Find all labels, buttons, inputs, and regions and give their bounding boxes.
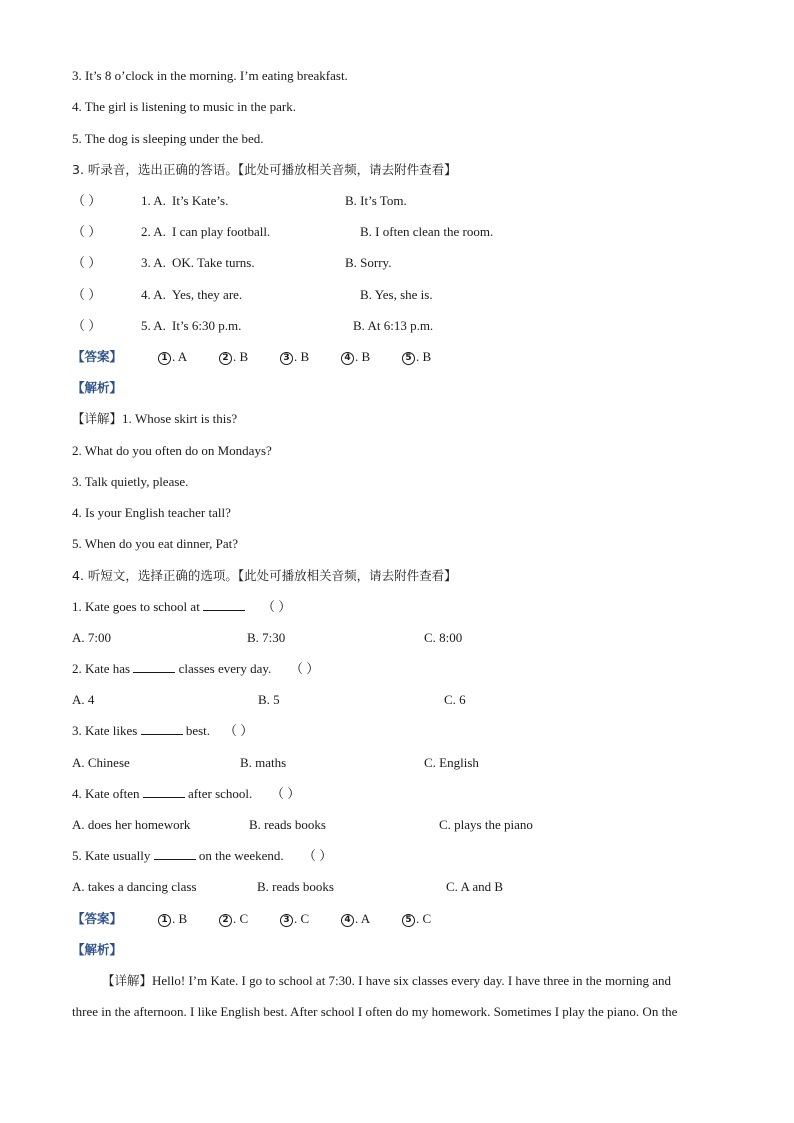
answer-paren: （ ） xyxy=(303,848,333,863)
option-a: OK. Take turns. xyxy=(172,255,255,270)
sec4-detail-line-1 xyxy=(102,973,671,989)
circled-number: 4 xyxy=(341,914,354,927)
question-pre: 4. Kate often xyxy=(72,786,140,801)
option-a: A. does her homework xyxy=(72,817,191,832)
option-b: B. Sorry. xyxy=(345,255,392,270)
option-b: B. 7:30 xyxy=(247,630,286,645)
answer-value: . C xyxy=(416,911,432,926)
answer-paren: （ ） xyxy=(72,287,102,302)
item-number: 5. A. xyxy=(141,318,166,333)
sec3-heading: 3. 听录音，选出正确的答语。【此处可播放相关音频，请去附件查看】 xyxy=(72,162,457,177)
option-c: C. English xyxy=(424,755,479,770)
question-text xyxy=(72,723,210,739)
answer-5 xyxy=(402,911,431,927)
answer-blank xyxy=(141,723,183,735)
option-a: A. takes a dancing class xyxy=(72,879,197,894)
option-a: I can play football. xyxy=(172,224,271,239)
circled-number: 1 xyxy=(158,352,171,365)
answer-value: . A xyxy=(172,349,188,364)
question-post: on the weekend. xyxy=(198,848,284,863)
answer-value: . B xyxy=(294,349,310,364)
sec2-line-3: 3. It’s 8 o’clock in the morning. I’m eating breakfast. xyxy=(72,68,348,83)
detail-text: Hello! I’m Kate. I go to school at 7:30. I have six classes every day. I have three in the morning and xyxy=(152,973,672,988)
option-b: B. Yes, she is. xyxy=(360,287,433,302)
analysis-label: 【解析】 xyxy=(72,380,123,395)
question-pre: 3. Kate likes xyxy=(72,723,138,738)
option-a: Yes, they are. xyxy=(172,287,243,302)
question-post: best. xyxy=(185,723,211,738)
option-b: B. reads books xyxy=(257,879,334,894)
option-c: C. plays the piano xyxy=(439,817,533,832)
option-c: C. 6 xyxy=(444,692,466,707)
sec2-line-5: 5. The dog is sleeping under the bed. xyxy=(72,131,264,146)
option-a: It’s 6:30 p.m. xyxy=(172,318,242,333)
item-number: 3. A. xyxy=(141,255,166,270)
question-pre: 5. Kate usually xyxy=(72,848,151,863)
option-b: B. 5 xyxy=(258,692,280,707)
question-post: after school. xyxy=(188,786,253,801)
sec3-detail-5: 5. When do you eat dinner, Pat? xyxy=(72,536,239,551)
circled-number: 3 xyxy=(280,352,293,365)
option-a: A. 7:00 xyxy=(72,630,111,645)
circled-number: 2 xyxy=(219,914,232,927)
option-b: B. maths xyxy=(240,755,287,770)
option-a: A. 4 xyxy=(72,692,95,707)
question-text xyxy=(72,599,245,615)
item-number: 4. A. xyxy=(141,287,166,302)
question-pre: 1. Kate goes to school at xyxy=(72,599,200,614)
detail-label: 【详解】 xyxy=(102,973,153,988)
answer-2 xyxy=(219,911,248,927)
sec3-detail-3: 3. Talk quietly, please. xyxy=(72,474,189,489)
answer-paren: （ ） xyxy=(262,599,292,614)
question-text xyxy=(72,786,252,802)
item-number: 2. A. xyxy=(141,224,166,239)
answer-paren: （ ） xyxy=(224,723,254,738)
sec2-line-4: 4. The girl is listening to music in the park. xyxy=(72,99,296,114)
option-b: B. reads books xyxy=(249,817,326,832)
answer-value: . C xyxy=(294,911,310,926)
answer-paren: （ ） xyxy=(290,661,320,676)
option-b: B. I often clean the room. xyxy=(360,224,494,239)
question-pre: 2. Kate has xyxy=(72,661,131,676)
detail-text: 1. Whose skirt is this? xyxy=(122,411,238,426)
answer-blank xyxy=(133,661,175,673)
answer-blank xyxy=(203,599,245,611)
answer-value: . B xyxy=(172,911,188,926)
option-c: C. 8:00 xyxy=(424,630,463,645)
circled-number: 5 xyxy=(402,352,415,365)
question-text xyxy=(72,848,284,864)
answer-paren: （ ） xyxy=(72,193,102,208)
question-text xyxy=(72,661,271,677)
option-b: B. It’s Tom. xyxy=(345,193,407,208)
answer-2 xyxy=(219,349,248,365)
answer-value: . B xyxy=(416,349,432,364)
answer-1 xyxy=(158,349,187,365)
answer-paren: （ ） xyxy=(271,786,301,801)
answer-blank xyxy=(154,848,196,860)
circled-number: 2 xyxy=(219,352,232,365)
option-c: C. A and B xyxy=(446,879,504,894)
answer-3 xyxy=(280,349,309,365)
sec3-detail-4: 4. Is your English teacher tall? xyxy=(72,505,231,520)
option-a: A. Chinese xyxy=(72,755,130,770)
answer-4 xyxy=(341,349,370,365)
answer-label: 【答案】 xyxy=(72,349,123,364)
answer-paren: （ ） xyxy=(72,224,102,239)
question-post: classes every day. xyxy=(178,661,272,676)
item-number: 1. A. xyxy=(141,193,166,208)
analysis-label: 【解析】 xyxy=(72,942,123,957)
answer-paren: （ ） xyxy=(72,255,102,270)
sec4-heading: 4. 听短文，选择正确的选项。【此处可播放相关音频，请去附件查看】 xyxy=(72,568,457,583)
circled-number: 1 xyxy=(158,914,171,927)
answer-5 xyxy=(402,349,431,365)
answer-3 xyxy=(280,911,309,927)
answer-paren: （ ） xyxy=(72,318,102,333)
answer-label: 【答案】 xyxy=(72,911,123,926)
circled-number: 3 xyxy=(280,914,293,927)
answer-value: . B xyxy=(233,349,249,364)
answer-4 xyxy=(341,911,370,927)
sec3-detail-2: 2. What do you often do on Mondays? xyxy=(72,443,272,458)
sec4-detail-line-2: three in the afternoon. I like English best. After school I often do my homework. Sometimes I play the piano. On the xyxy=(72,1004,678,1019)
answer-value: . A xyxy=(355,911,371,926)
sec3-detail-1 xyxy=(72,411,237,427)
circled-number: 5 xyxy=(402,914,415,927)
option-b: B. At 6:13 p.m. xyxy=(353,318,434,333)
circled-number: 4 xyxy=(341,352,354,365)
option-a: It’s Kate’s. xyxy=(172,193,229,208)
answer-value: . B xyxy=(355,349,371,364)
answer-blank xyxy=(143,786,185,798)
detail-label: 【详解】 xyxy=(72,411,123,426)
answer-value: . C xyxy=(233,911,249,926)
answer-1 xyxy=(158,911,187,927)
